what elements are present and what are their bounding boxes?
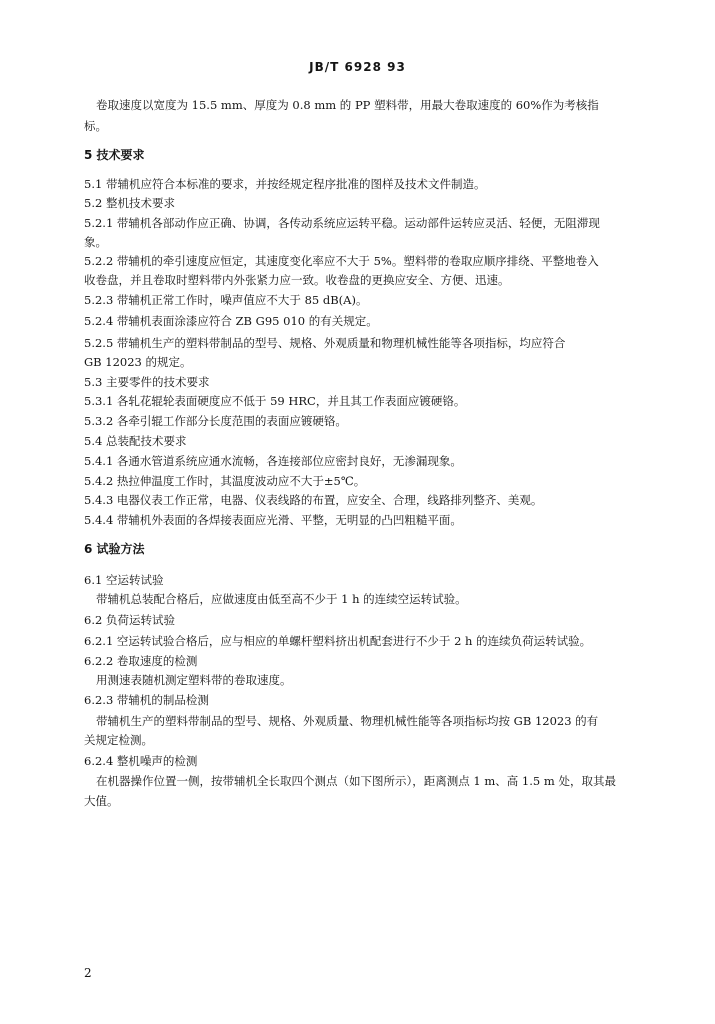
standard-header: JB/T 6928 93 <box>309 60 406 74</box>
text-line: 5.3.1 各轧花辊轮表面硬度应不低于 59 HRC，并且其工作表面应镀硬铬。 <box>84 394 466 408</box>
text-line: 5.3 主要零件的技术要求 <box>84 375 210 389</box>
text-line: 5.4.2 热拉伸温度工作时，其温度波动应不大于±5℃。 <box>84 474 366 488</box>
text-line: 大值。 <box>84 794 119 808</box>
text-line: 象。 <box>84 235 107 249</box>
text-line: 带辅机总装配合格后，应做速度由低至高不少于 1 h 的连续空运转试验。 <box>96 592 467 606</box>
text-line: 5.2.5 带辅机生产的塑料带制品的型号、规格、外观质量和物理机械性能等各项指标，均应符合 <box>84 336 566 350</box>
section-heading: 5 技术要求 <box>84 148 145 162</box>
text-line: 6.2.4 整机噪声的检测 <box>84 754 198 768</box>
text-line: 5.4.1 各通水管道系统应通水流畅，各连接部位应密封良好，无渗漏现象。 <box>84 454 462 468</box>
text-line: 在机器操作位置一侧，按带辅机全长取四个测点（如下图所示），距离测点 1 m、高 1.5 m 处，取其最 <box>96 774 616 788</box>
text-line: 5.2.4 带辅机表面涂漆应符合 ZB G95 010 的有关规定。 <box>84 314 378 328</box>
text-line: 关规定检测。 <box>84 733 153 747</box>
text-line: 6.2 负荷运转试验 <box>84 613 175 627</box>
text-line: 5.2.3 带辅机正常工作时，噪声值应不大于 85 dB(A)。 <box>84 293 368 307</box>
text-line: 标。 <box>84 119 107 133</box>
text-line: 6.2.3 带辅机的制品检测 <box>84 693 209 707</box>
section-heading: 6 试验方法 <box>84 542 145 556</box>
text-line: 5.2 整机技术要求 <box>84 196 175 210</box>
text-line: 5.2.2 带辅机的牵引速度应恒定，其速度变化率应不大于 5%。塑料带的卷取应顺序排绕、平整地卷入 <box>84 254 599 268</box>
text-line: 5.3.2 各牵引辊工作部分长度范围的表面应镀硬铬。 <box>84 414 347 428</box>
text-line: 带辅机生产的塑料带制品的型号、规格、外观质量、物理机械性能等各项指标均按 GB 12023 的有 <box>96 714 599 728</box>
text-line: 5.4.3 电器仪表工作正常，电器、仪表线路的布置，应安全、合理，线路排列整齐、美观。 <box>84 493 543 507</box>
text-line: 用测速表随机测定塑料带的卷取速度。 <box>96 673 292 687</box>
text-line: 6.2.1 空运转试验合格后，应与相应的单螺杆塑料挤出机配套进行不少于 2 h 的连续负荷运转试验。 <box>84 634 592 648</box>
text-line: 6.2.2 卷取速度的检测 <box>84 654 198 668</box>
text-line: 5.4.4 带辅机外表面的各焊接表面应光滑、平整，无明显的凸凹粗糙平面。 <box>84 513 462 527</box>
page-number: 2 <box>84 966 92 980</box>
text-line: 收卷盘，并且卷取时塑料带内外张紧力应一致。收卷盘的更换应安全、方便、迅速。 <box>84 273 510 287</box>
text-line: 5.4 总装配技术要求 <box>84 434 187 448</box>
text-line: 5.2.1 带辅机各部动作应正确、协调，各传动系统应运转平稳。运动部件运转应灵活、轻便，无阻滞现 <box>84 216 600 230</box>
text-line: 卷取速度以宽度为 15.5 mm、厚度为 0.8 mm 的 PP 塑料带，用最大卷取速度的 60%作为考核指 <box>96 98 599 112</box>
text-line: GB 12023 的规定。 <box>84 355 192 369</box>
text-line: 5.1 带辅机应符合本标准的要求，并按经规定程序批准的图样及技术文件制造。 <box>84 177 486 191</box>
text-line: 6.1 空运转试验 <box>84 573 164 587</box>
